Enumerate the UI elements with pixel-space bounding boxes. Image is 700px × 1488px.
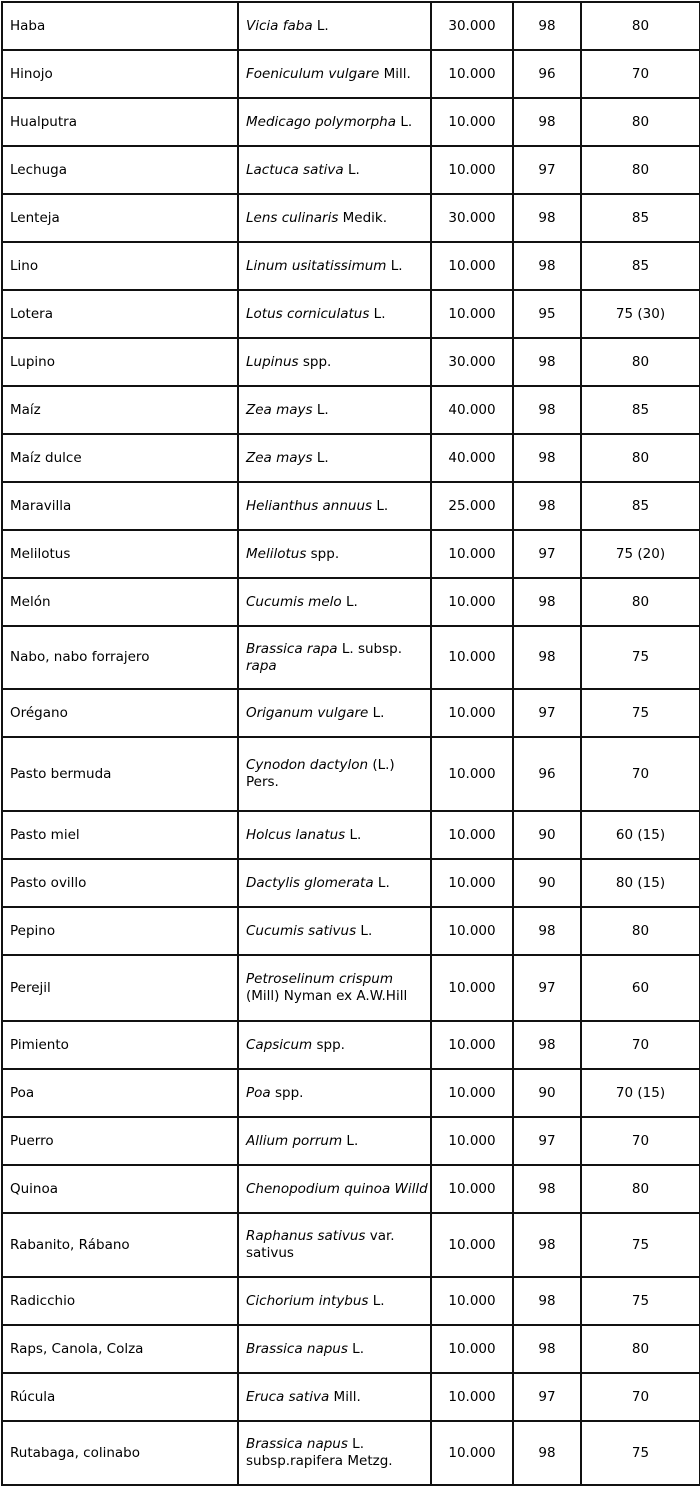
germination-cell: 60 (15) bbox=[581, 811, 700, 859]
table-row bbox=[2, 386, 700, 434]
scientific-name-italic: Brassica napus bbox=[246, 1340, 348, 1357]
table-row bbox=[2, 1069, 700, 1117]
scientific-name-italic: Eruca sativa bbox=[246, 1388, 330, 1405]
scientific-name-cell bbox=[238, 1277, 431, 1325]
weight-cell: 10.000 bbox=[431, 1213, 513, 1277]
common-name-cell: Radicchio bbox=[2, 1277, 238, 1325]
table-body bbox=[2, 2, 700, 1485]
scientific-name-italic: Poa bbox=[246, 1084, 271, 1101]
common-name-cell: Lino bbox=[2, 242, 238, 290]
weight-cell: 10.000 bbox=[431, 290, 513, 338]
scientific-name-italic: Medicago polymorpha bbox=[246, 113, 397, 130]
scientific-name-authority: L. bbox=[368, 704, 385, 721]
common-name-cell: Melón bbox=[2, 578, 238, 626]
germination-cell: 80 bbox=[581, 2, 700, 50]
scientific-name-cell bbox=[238, 434, 431, 482]
weight-cell: 10.000 bbox=[431, 907, 513, 955]
common-name-cell: Maravilla bbox=[2, 482, 238, 530]
germination-cell: 70 bbox=[581, 1373, 700, 1421]
scientific-name-authority: L. subsp.rapifera Metzg. bbox=[246, 1436, 393, 1469]
scientific-name-authority: spp. bbox=[270, 1084, 304, 1101]
table-row bbox=[2, 482, 700, 530]
scientific-name-authority: (L.) Pers. bbox=[246, 757, 395, 790]
scientific-name-cell bbox=[238, 2, 431, 50]
scientific-name-cell bbox=[238, 50, 431, 98]
scientific-name-cell bbox=[238, 290, 431, 338]
table-row bbox=[2, 290, 700, 338]
weight-cell: 30.000 bbox=[431, 338, 513, 386]
germination-cell: 75 (20) bbox=[581, 530, 700, 578]
weight-cell: 10.000 bbox=[431, 1325, 513, 1373]
germination-cell: 80 bbox=[581, 338, 700, 386]
scientific-name-italic: Lupinus bbox=[246, 353, 299, 370]
scientific-name-cell bbox=[238, 578, 431, 626]
scientific-name-cell bbox=[238, 482, 431, 530]
common-name-cell: Haba bbox=[2, 2, 238, 50]
purity-cell: 98 bbox=[513, 1325, 581, 1373]
purity-cell: 95 bbox=[513, 290, 581, 338]
scientific-name-authority: L. bbox=[396, 113, 413, 130]
germination-cell: 85 bbox=[581, 482, 700, 530]
scientific-name-authority: L. subsp. bbox=[337, 640, 403, 657]
scientific-name-cell bbox=[238, 530, 431, 578]
scientific-name-authority: L. bbox=[343, 161, 360, 178]
purity-cell: 98 bbox=[513, 434, 581, 482]
scientific-name-authority: Mill. bbox=[329, 1388, 361, 1405]
scientific-name-italic: Lotus corniculatus bbox=[246, 305, 370, 322]
purity-cell: 97 bbox=[513, 689, 581, 737]
scientific-name-italic: Lactuca sativa bbox=[246, 161, 344, 178]
purity-cell: 98 bbox=[513, 1421, 581, 1485]
common-name-cell: Maíz dulce bbox=[2, 434, 238, 482]
weight-cell: 10.000 bbox=[431, 1165, 513, 1213]
table-row bbox=[2, 2, 700, 50]
common-name-cell: Melilotus bbox=[2, 530, 238, 578]
scientific-name-cell bbox=[238, 859, 431, 907]
germination-cell: 80 bbox=[581, 98, 700, 146]
common-name-cell: Poa bbox=[2, 1069, 238, 1117]
germination-cell: 80 (15) bbox=[581, 859, 700, 907]
scientific-name-italic: Origanum vulgare bbox=[246, 704, 369, 721]
weight-cell: 10.000 bbox=[431, 1421, 513, 1485]
germination-cell: 70 bbox=[581, 1021, 700, 1069]
scientific-name-authority: L. bbox=[345, 826, 362, 843]
scientific-name-cell bbox=[238, 1117, 431, 1165]
common-name-cell: Lenteja bbox=[2, 194, 238, 242]
germination-cell: 80 bbox=[581, 1165, 700, 1213]
purity-cell: 98 bbox=[513, 194, 581, 242]
scientific-name-italic: Brassica rapa bbox=[246, 640, 338, 657]
purity-cell: 98 bbox=[513, 242, 581, 290]
scientific-name-italic: Foeniculum vulgare bbox=[246, 65, 380, 82]
weight-cell: 25.000 bbox=[431, 482, 513, 530]
scientific-name-italic: Zea mays bbox=[246, 449, 313, 466]
weight-cell: 40.000 bbox=[431, 386, 513, 434]
germination-cell: 85 bbox=[581, 242, 700, 290]
weight-cell: 10.000 bbox=[431, 98, 513, 146]
germination-cell: 70 bbox=[581, 1117, 700, 1165]
table-row bbox=[2, 1165, 700, 1213]
scientific-name-cell bbox=[238, 1325, 431, 1373]
weight-cell: 10.000 bbox=[431, 242, 513, 290]
scientific-name-italic: Holcus lanatus bbox=[246, 826, 346, 843]
scientific-name-authority: L. bbox=[312, 401, 329, 418]
common-name-cell: Lotera bbox=[2, 290, 238, 338]
table-row bbox=[2, 146, 700, 194]
purity-cell: 98 bbox=[513, 338, 581, 386]
germination-cell: 85 bbox=[581, 194, 700, 242]
common-name-cell: Pasto miel bbox=[2, 811, 238, 859]
weight-cell: 10.000 bbox=[431, 1069, 513, 1117]
purity-cell: 98 bbox=[513, 1021, 581, 1069]
table-row bbox=[2, 1117, 700, 1165]
scientific-name-italic: Cynodon dactylon bbox=[246, 757, 369, 773]
scientific-name-authority: spp. bbox=[306, 545, 340, 562]
germination-cell: 70 (15) bbox=[581, 1069, 700, 1117]
purity-cell: 98 bbox=[513, 1213, 581, 1277]
table-row bbox=[2, 242, 700, 290]
table-row bbox=[2, 1021, 700, 1069]
table-row bbox=[2, 955, 700, 1021]
weight-cell: 30.000 bbox=[431, 194, 513, 242]
purity-cell: 98 bbox=[513, 482, 581, 530]
scientific-name-italic: Zea mays bbox=[246, 401, 313, 418]
common-name-cell: Pimiento bbox=[2, 1021, 238, 1069]
scientific-name-authority: L. bbox=[369, 305, 386, 322]
table-row bbox=[2, 626, 700, 689]
common-name-cell: Rúcula bbox=[2, 1373, 238, 1421]
table-row bbox=[2, 689, 700, 737]
germination-cell: 70 bbox=[581, 50, 700, 98]
scientific-name-cell bbox=[238, 194, 431, 242]
scientific-name-cell bbox=[238, 338, 431, 386]
weight-cell: 10.000 bbox=[431, 1277, 513, 1325]
purity-cell: 98 bbox=[513, 98, 581, 146]
scientific-name-authority: Mill. bbox=[379, 65, 411, 82]
purity-cell: 98 bbox=[513, 2, 581, 50]
scientific-name-italic: rapa bbox=[246, 657, 277, 674]
purity-cell: 90 bbox=[513, 1069, 581, 1117]
germination-cell: 80 bbox=[581, 907, 700, 955]
scientific-name-cell bbox=[238, 1373, 431, 1421]
table-row bbox=[2, 434, 700, 482]
table-row bbox=[2, 98, 700, 146]
common-name-cell: Rabanito, Rábano bbox=[2, 1213, 238, 1277]
table-row bbox=[2, 737, 700, 811]
purity-cell: 98 bbox=[513, 386, 581, 434]
purity-cell: 97 bbox=[513, 1117, 581, 1165]
common-name-cell: Lechuga bbox=[2, 146, 238, 194]
table-row bbox=[2, 1373, 700, 1421]
scientific-name-cell bbox=[238, 955, 431, 1021]
common-name-cell: Lupino bbox=[2, 338, 238, 386]
table-row bbox=[2, 338, 700, 386]
scientific-name-cell bbox=[238, 1069, 431, 1117]
common-name-cell: Pasto bermuda bbox=[2, 737, 238, 811]
germination-cell: 75 bbox=[581, 1213, 700, 1277]
seed-standards-table bbox=[1, 1, 700, 1486]
common-name-cell: Perejil bbox=[2, 955, 238, 1021]
germination-cell: 80 bbox=[581, 1325, 700, 1373]
scientific-name-authority: L. bbox=[312, 449, 329, 466]
scientific-name-italic: Vicia faba bbox=[246, 17, 313, 34]
scientific-name-cell bbox=[238, 98, 431, 146]
weight-cell: 10.000 bbox=[431, 626, 513, 689]
table-row bbox=[2, 1277, 700, 1325]
scientific-name-authority: spp. bbox=[312, 1036, 345, 1053]
table-row bbox=[2, 811, 700, 859]
germination-cell: 80 bbox=[581, 578, 700, 626]
scientific-name-italic: Lens culinaris bbox=[246, 209, 339, 226]
germination-cell: 75 bbox=[581, 626, 700, 689]
table-row bbox=[2, 578, 700, 626]
purity-cell: 97 bbox=[513, 955, 581, 1021]
purity-cell: 98 bbox=[513, 626, 581, 689]
weight-cell: 40.000 bbox=[431, 434, 513, 482]
common-name-cell: Orégano bbox=[2, 689, 238, 737]
common-name-cell: Pasto ovillo bbox=[2, 859, 238, 907]
common-name-cell: Hinojo bbox=[2, 50, 238, 98]
scientific-name-italic: Chenopodium quinoa Willd bbox=[246, 1180, 428, 1197]
weight-cell: 10.000 bbox=[431, 50, 513, 98]
table-row bbox=[2, 50, 700, 98]
purity-cell: 96 bbox=[513, 737, 581, 811]
purity-cell: 97 bbox=[513, 146, 581, 194]
weight-cell: 10.000 bbox=[431, 955, 513, 1021]
scientific-name-italic: Brassica napus bbox=[246, 1436, 348, 1452]
germination-cell: 75 bbox=[581, 1277, 700, 1325]
scientific-name-authority: Medik. bbox=[338, 209, 388, 226]
scientific-name-authority: L. bbox=[342, 1132, 359, 1149]
scientific-name-italic: Helianthus annuus bbox=[246, 497, 373, 514]
scientific-name-authority: L. bbox=[386, 257, 403, 274]
table-row bbox=[2, 859, 700, 907]
scientific-name-italic: Capsicum bbox=[246, 1036, 313, 1053]
scientific-name-cell bbox=[238, 1165, 431, 1213]
germination-cell: 75 bbox=[581, 689, 700, 737]
weight-cell: 10.000 bbox=[431, 146, 513, 194]
scientific-name-cell bbox=[238, 737, 431, 811]
weight-cell: 10.000 bbox=[431, 689, 513, 737]
scientific-name-cell bbox=[238, 626, 431, 689]
weight-cell: 10.000 bbox=[431, 1117, 513, 1165]
scientific-name-italic: Melilotus bbox=[246, 545, 307, 562]
common-name-cell: Rutabaga, colinabo bbox=[2, 1421, 238, 1485]
scientific-name-cell bbox=[238, 386, 431, 434]
table-row bbox=[2, 530, 700, 578]
germination-cell: 85 bbox=[581, 386, 700, 434]
weight-cell: 10.000 bbox=[431, 530, 513, 578]
purity-cell: 98 bbox=[513, 1165, 581, 1213]
scientific-name-cell bbox=[238, 242, 431, 290]
scientific-name-cell bbox=[238, 1021, 431, 1069]
common-name-cell: Nabo, nabo forrajero bbox=[2, 626, 238, 689]
common-name-cell: Quinoa bbox=[2, 1165, 238, 1213]
purity-cell: 97 bbox=[513, 1373, 581, 1421]
scientific-name-authority: spp. bbox=[298, 353, 332, 370]
weight-cell: 10.000 bbox=[431, 859, 513, 907]
common-name-cell: Raps, Canola, Colza bbox=[2, 1325, 238, 1373]
scientific-name-italic: Cichorium intybus bbox=[246, 1292, 369, 1309]
germination-cell: 70 bbox=[581, 737, 700, 811]
scientific-name-authority: L. bbox=[372, 497, 389, 514]
purity-cell: 90 bbox=[513, 811, 581, 859]
weight-cell: 10.000 bbox=[431, 1021, 513, 1069]
table-row bbox=[2, 1421, 700, 1485]
table-row bbox=[2, 1213, 700, 1277]
common-name-cell: Maíz bbox=[2, 386, 238, 434]
scientific-name-authority: var. sativus bbox=[246, 1228, 395, 1261]
table-row bbox=[2, 194, 700, 242]
germination-cell: 75 (30) bbox=[581, 290, 700, 338]
weight-cell: 10.000 bbox=[431, 737, 513, 811]
scientific-name-italic: Petroselinum crispum bbox=[246, 971, 393, 987]
scientific-name-authority: (Mill) Nyman ex A.W.Hill bbox=[246, 988, 408, 1004]
table-row bbox=[2, 1325, 700, 1373]
scientific-name-italic: Raphanus sativus bbox=[246, 1228, 366, 1244]
purity-cell: 96 bbox=[513, 50, 581, 98]
germination-cell: 60 bbox=[581, 955, 700, 1021]
purity-cell: 98 bbox=[513, 1277, 581, 1325]
scientific-name-authority: L. bbox=[341, 593, 358, 610]
scientific-name-authority: L. bbox=[312, 17, 329, 34]
scientific-name-authority: L. bbox=[373, 874, 390, 891]
germination-cell: 80 bbox=[581, 146, 700, 194]
scientific-name-italic: Cucumis melo bbox=[246, 593, 342, 610]
purity-cell: 98 bbox=[513, 907, 581, 955]
germination-cell: 80 bbox=[581, 434, 700, 482]
scientific-name-italic: Dactylis glomerata bbox=[246, 874, 374, 891]
purity-cell: 90 bbox=[513, 859, 581, 907]
scientific-name-italic: Cucumis sativus bbox=[246, 922, 357, 939]
weight-cell: 10.000 bbox=[431, 1373, 513, 1421]
scientific-name-cell bbox=[238, 1213, 431, 1277]
weight-cell: 30.000 bbox=[431, 2, 513, 50]
scientific-name-cell bbox=[238, 146, 431, 194]
scientific-name-cell bbox=[238, 907, 431, 955]
weight-cell: 10.000 bbox=[431, 811, 513, 859]
scientific-name-italic: Allium porrum bbox=[246, 1132, 343, 1149]
purity-cell: 97 bbox=[513, 530, 581, 578]
scientific-name-cell bbox=[238, 1421, 431, 1485]
common-name-cell: Hualputra bbox=[2, 98, 238, 146]
common-name-cell: Pepino bbox=[2, 907, 238, 955]
scientific-name-authority: L. bbox=[347, 1340, 364, 1357]
purity-cell: 98 bbox=[513, 578, 581, 626]
scientific-name-authority: L. bbox=[368, 1292, 385, 1309]
scientific-name-cell bbox=[238, 689, 431, 737]
table-row bbox=[2, 907, 700, 955]
scientific-name-authority: L. bbox=[356, 922, 373, 939]
germination-cell: 75 bbox=[581, 1421, 700, 1485]
scientific-name-cell bbox=[238, 811, 431, 859]
scientific-name-italic: Linum usitatissimum bbox=[246, 257, 387, 274]
weight-cell: 10.000 bbox=[431, 578, 513, 626]
common-name-cell: Puerro bbox=[2, 1117, 238, 1165]
